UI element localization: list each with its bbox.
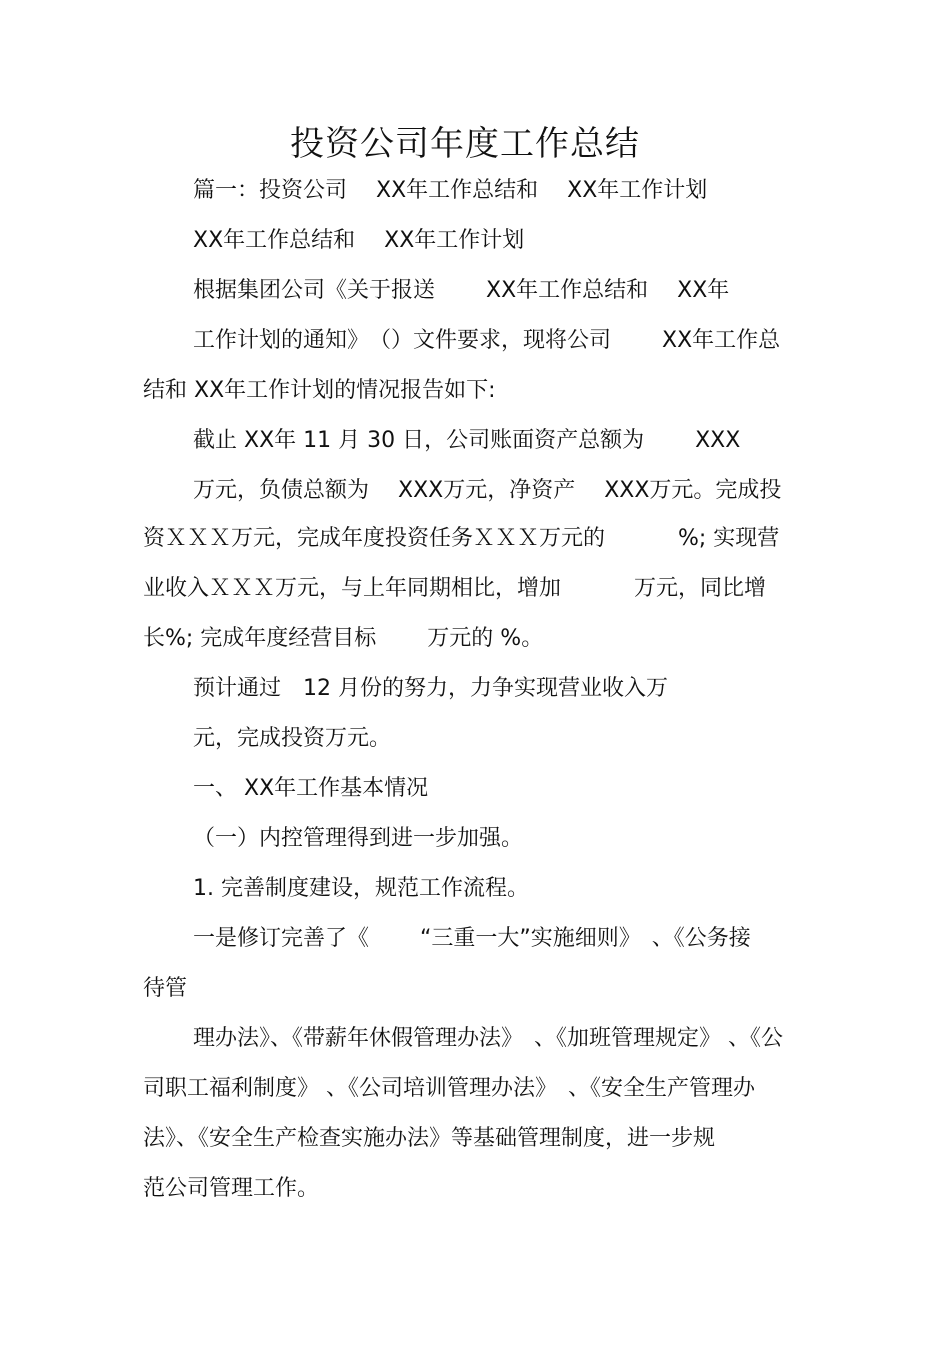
paragraph-line: 资ＸＸＸ万元，完成年度投资任务ＸＸＸ万元的 %; 实现营: [143, 526, 780, 551]
paragraph-line: 法》、《安全生产检查实施办法》等基础管理制度，进一步规: [143, 1126, 716, 1151]
paragraph-line: 元，完成投资万元。: [193, 726, 392, 751]
paragraph-line: 长%; 完成年度经营目标 万元的 %。: [143, 626, 544, 651]
paragraph-line: 万元，负债总额为 XXX万元，净资产 XXX万元。完成投: [193, 478, 782, 503]
paragraph-line: 理办法》、《带薪年休假管理办法》 、《加班管理规定》 、《公: [193, 1026, 783, 1051]
paragraph-line: 工作计划的通知》 （）文件要求，现将公司 XX年工作总: [193, 328, 781, 353]
paragraph-line: 一是修订完善了《 “三重一大”实施细则》 、《公务接: [193, 926, 751, 951]
paragraph-line: 业收入ＸＸＸ万元，与上年同期相比，增加 万元，同比增: [143, 576, 766, 601]
paragraph-line: 范公司管理工作。: [143, 1176, 320, 1201]
paragraph-line: 截止 XX年 11 月 30 日，公司账面资产总额为 XXX: [193, 428, 741, 453]
subsection-heading: （一）内控管理得到进一步加强。: [193, 826, 524, 851]
paragraph-line: 根据集团公司《关于报送 XX年工作总结和 XX年: [193, 278, 730, 303]
document-title: 投资公司年度工作总结: [290, 124, 640, 164]
paragraph-line: 待管: [143, 976, 188, 1001]
paragraph-line: 预计通过 12 月份的努力，力争实现营业收入万: [193, 676, 668, 701]
paragraph-line: 司职工福利制度》 、《公司培训管理办法》 、《安全生产管理办: [143, 1076, 755, 1101]
paragraph-line: XX年工作总结和 XX年工作计划: [193, 228, 525, 253]
paragraph-line: 篇一：投资公司 XX年工作总结和 XX年工作计划: [193, 178, 708, 203]
paragraph-line: 结和 XX年工作计划的情况报告如下:: [143, 378, 496, 403]
item-heading: 1. 完善制度建设，规范工作流程。: [193, 876, 529, 901]
section-heading: 一、 XX年工作基本情况: [193, 776, 429, 801]
